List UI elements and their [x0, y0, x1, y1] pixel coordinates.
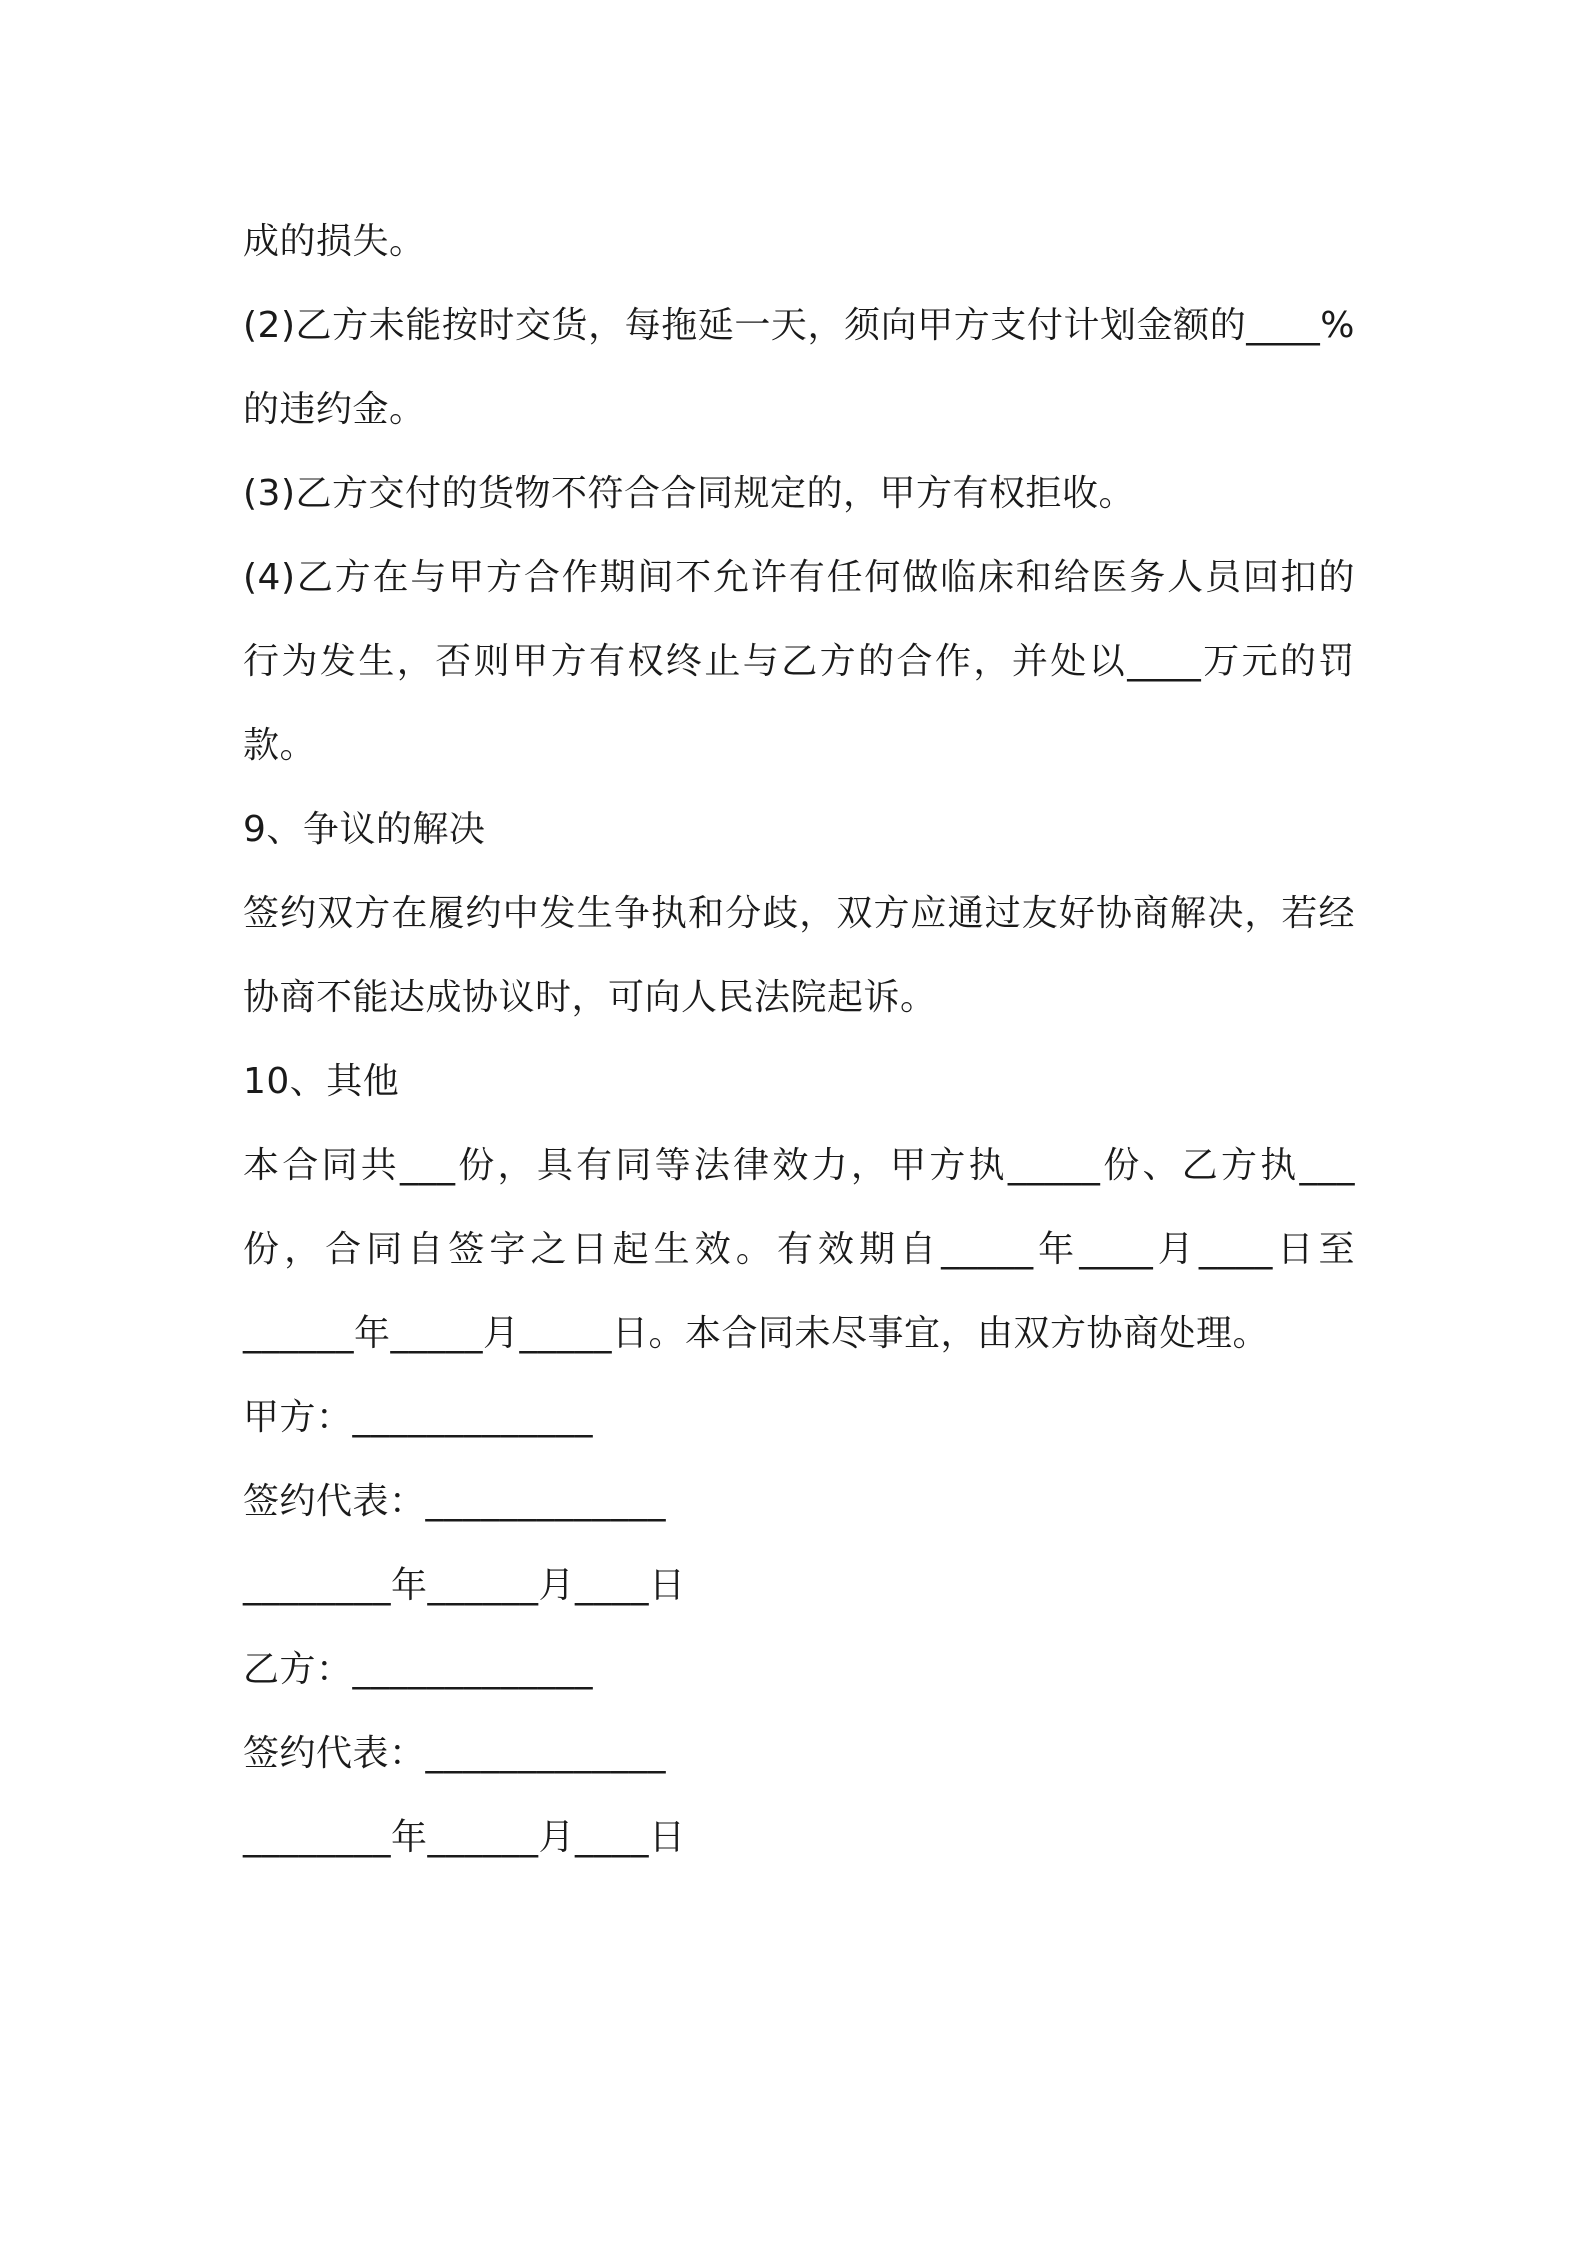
section-heading: 10、其他	[243, 1061, 400, 1102]
paragraph-line: 协商不能达成协议时，可向人民法院起诉。	[243, 977, 937, 1018]
paragraph-line: 本合同共___份，具有同等法律效力，甲方执_____份、乙方执___	[243, 1145, 1355, 1186]
paragraph-line: 份，合同自签字之日起生效。有效期自_____年____月____日至	[243, 1229, 1355, 1270]
paragraph-line: (3)乙方交付的货物不符合合同规定的，甲方有权拒收。	[243, 473, 1135, 514]
signature-representative-a: 签约代表：_____________	[243, 1481, 667, 1522]
section-heading: 9、争议的解决	[243, 809, 486, 850]
signature-party-a: 甲方：_____________	[243, 1397, 594, 1438]
paragraph-line: 的违约金。	[243, 389, 426, 430]
paragraph-line: 款。	[243, 725, 317, 766]
signature-date-b: ________年______月____日	[243, 1817, 686, 1858]
paragraph-line: (4)乙方在与甲方合作期间不允许有任何做临床和给医务人员回扣的	[243, 557, 1355, 598]
paragraph-line: 签约双方在履约中发生争执和分歧，双方应通过友好协商解决，若经	[243, 893, 1355, 934]
signature-party-b: 乙方：_____________	[243, 1649, 594, 1690]
paragraph-line: ______年_____月_____日。本合同未尽事宜，由双方协商处理。	[243, 1313, 1270, 1354]
paragraph-line: 成的损失。	[243, 221, 426, 262]
signature-date-a: ________年______月____日	[243, 1565, 686, 1606]
signature-representative-b: 签约代表：_____________	[243, 1733, 667, 1774]
document-body	[243, 200, 1355, 1880]
paragraph-line: (2)乙方未能按时交货，每拖延一天，须向甲方支付计划金额的____%	[243, 305, 1355, 346]
paragraph-line: 行为发生，否则甲方有权终止与乙方的合作，并处以____万元的罚	[243, 641, 1355, 682]
